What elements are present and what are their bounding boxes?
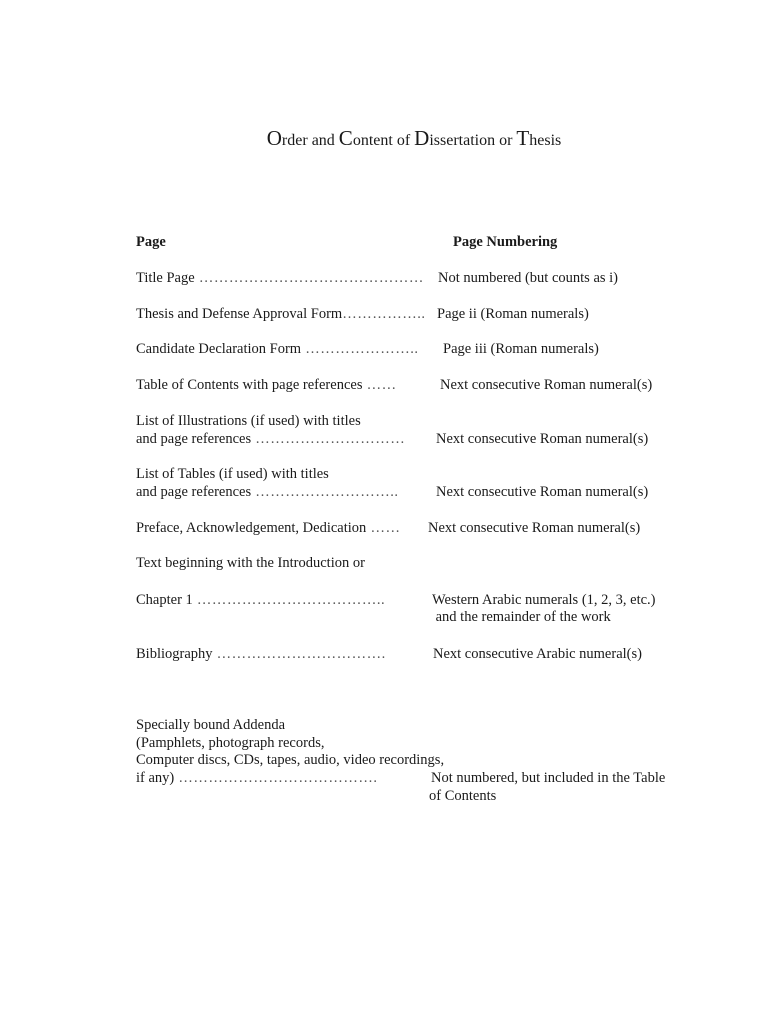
row-tables-left-2: and page references ……………………….. [136,484,399,500]
row-addenda-right-2: of Contents [429,788,497,804]
title-word-3: Content [338,126,393,150]
row-illustrations-left-1: List of Illustrations (if used) with titles [136,413,361,429]
leader-dots: ………………….. [301,341,419,357]
leader-dots: ……………………………. [212,646,386,662]
row-tables-right: Next consecutive Roman numeral(s) [436,484,649,500]
title-word-7: Thesis [516,126,562,150]
row-tables-left-1: List of Tables (if used) with titles [136,466,329,482]
row-declaration-right: Page iii (Roman numerals) [443,341,599,357]
row-toc-right: Next consecutive Roman numeral(s) [440,377,653,393]
row-bibliography-right: Next consecutive Arabic numeral(s) [433,646,642,662]
row-approval-form-right: Page ii (Roman numerals) [437,306,589,322]
row-illustrations-left-2: and page references ………………………… [136,431,406,447]
title-word-1: Order [266,126,308,150]
header-page-numbering: Page Numbering [453,234,558,250]
row-declaration-left: Candidate Declaration Form ………………….. [136,341,419,357]
leader-dots: …………….. [342,306,426,322]
row-addenda-left-2: (Pamphlets, photograph records, [136,735,325,751]
row-chapter-right-2: and the remainder of the work [432,609,611,625]
title-word-5: Dissertation [414,126,496,150]
title-word-2: and [307,132,339,149]
row-text-beginning-left: Text beginning with the Introduction or [136,555,365,571]
row-addenda-right-1: Not numbered, but included in the Table [431,770,666,786]
row-addenda-left-4: if any) …………………………………. [136,770,378,786]
leader-dots: ……………………………………… [194,270,424,286]
row-title-page-right: Not numbered (but counts as i) [438,270,619,286]
leader-dots: …… [362,377,397,393]
row-illustrations-right: Next consecutive Roman numeral(s) [436,431,649,447]
row-chapter-left: Chapter 1 ……………………………….. [136,592,386,608]
leader-dots: ………………………… [251,431,406,447]
row-preface-left: Preface, Acknowledgement, Dedication …… [136,520,401,536]
row-bibliography-left: Bibliography ……………………………. [136,646,386,662]
row-title-page-left: Title Page ……………………………………… [136,270,424,286]
row-preface-right: Next consecutive Roman numeral(s) [428,520,641,536]
row-addenda-left-1: Specially bound Addenda [136,717,286,733]
row-toc-left: Table of Contents with page references …… [136,377,397,393]
row-addenda-left-3: Computer discs, CDs, tapes, audio, video recordings, [136,752,445,768]
row-chapter-right-1: Western Arabic numerals (1, 2, 3, etc.) [432,592,656,608]
leader-dots: …………………………………. [174,770,378,786]
leader-dots: ……………………….. [251,484,399,500]
title-word-6: or [495,132,517,149]
leader-dots: …… [366,520,401,536]
leader-dots: ……………………………….. [192,592,386,608]
page-title [0,126,768,151]
row-approval-form-left: Thesis and Defense Approval Form…………….. [136,306,426,322]
title-word-4: of [392,132,415,149]
header-page: Page [136,234,166,250]
